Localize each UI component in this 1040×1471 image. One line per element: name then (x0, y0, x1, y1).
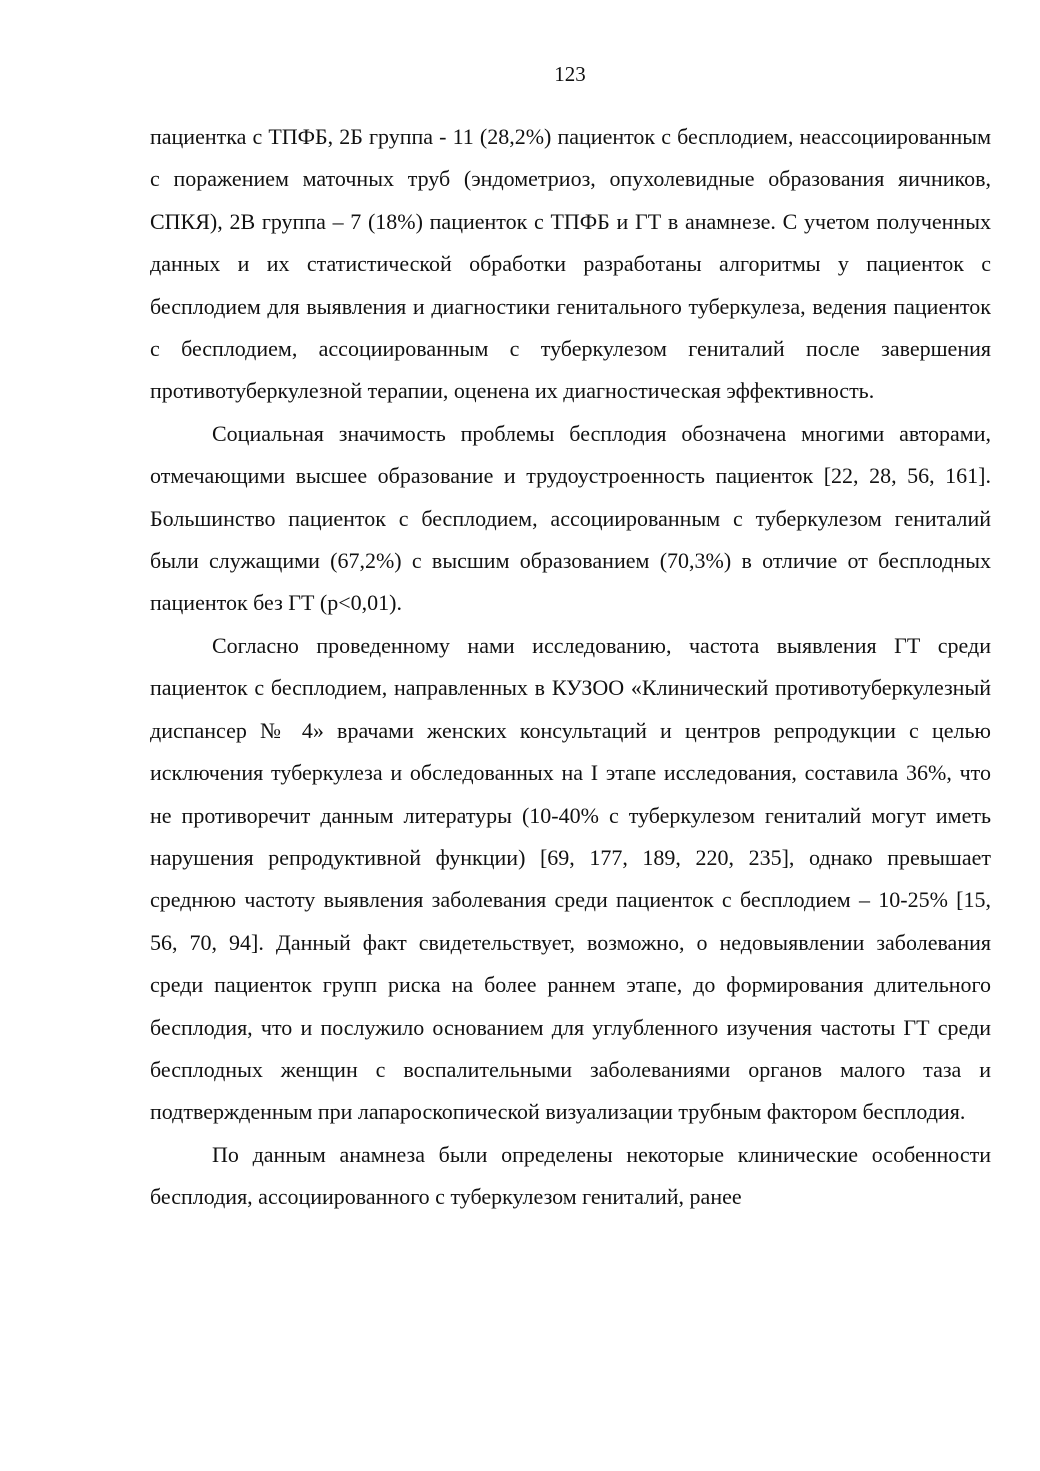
page-number: 123 (554, 62, 586, 86)
paragraph-3: Согласно проведенному нами исследованию, частота выявления ГТ среди пациенток с бесплодием, направленных в КУЗОО «Клинический противотуберкулезный диспансер № 4» врачами женских консультаций и центров репродукции с целью исключения туберкулеза и обследованных на I этапе исследования, составила 36%, что не противоречит данным литературы (10-40% с туберкулезом гениталий могут иметь нарушения репродуктивной функции) [69, 177, 189, 220, 235], однако превышает среднюю частоту выявления заболевания среди пациенток с бесплодием – 10-25% [15, 56, 70, 94]. Данный факт свидетельствует, возможно, о недовыявлении заболевания среди пациенток групп риска на более раннем этапе, до формирования длительного бесплодия, что и послужило основанием для углубленного изучения частоты ГТ среди бесплодных женщин с воспалительными заболеваниями органов малого таза и подтвержденным при лапароскопической визуализации трубным фактором бесплодия. (150, 632, 991, 1125)
paragraph-2: Социальная значимость проблемы бесплодия обозначена многими авторами, отмечающими высшее образование и трудоустроенность пациенток [22, 28, 56, 161]. Большинство пациенток с бесплодием, ассоциированным с туберкулезом гениталий были служащими (67,2%) с высшим образованием (70,3%) в отличие от бесплодных пациенток без ГТ (р<0,01). (150, 420, 991, 616)
paragraph-1: пациентка с ТПФБ, 2Б группа - 11 (28,2%) пациенток с бесплодием, неассоциированным с поражением маточных труб (эндометриоз, опухолевидные образования яичников, СПКЯ), 2В группа – 7 (18%) пациенток с ТПФБ и ГТ в анамнезе. С учетом полученных данных и их статистической обработки разработаны алгоритмы у пациенток с бесплодием для выявления и диагностики генитального туберкулеза, ведения пациенток с бесплодием, ассоциированным с туберкулезом гениталий после завершения противотуберкулезной терапии, оценена их диагностическая эффективность. (150, 124, 991, 404)
paragraph-4: По данным анамнеза были определены некоторые клинические особенности бесплодия, ассоциированного с туберкулезом гениталий, ранее (150, 1141, 991, 1210)
body-text (150, 116, 991, 1219)
